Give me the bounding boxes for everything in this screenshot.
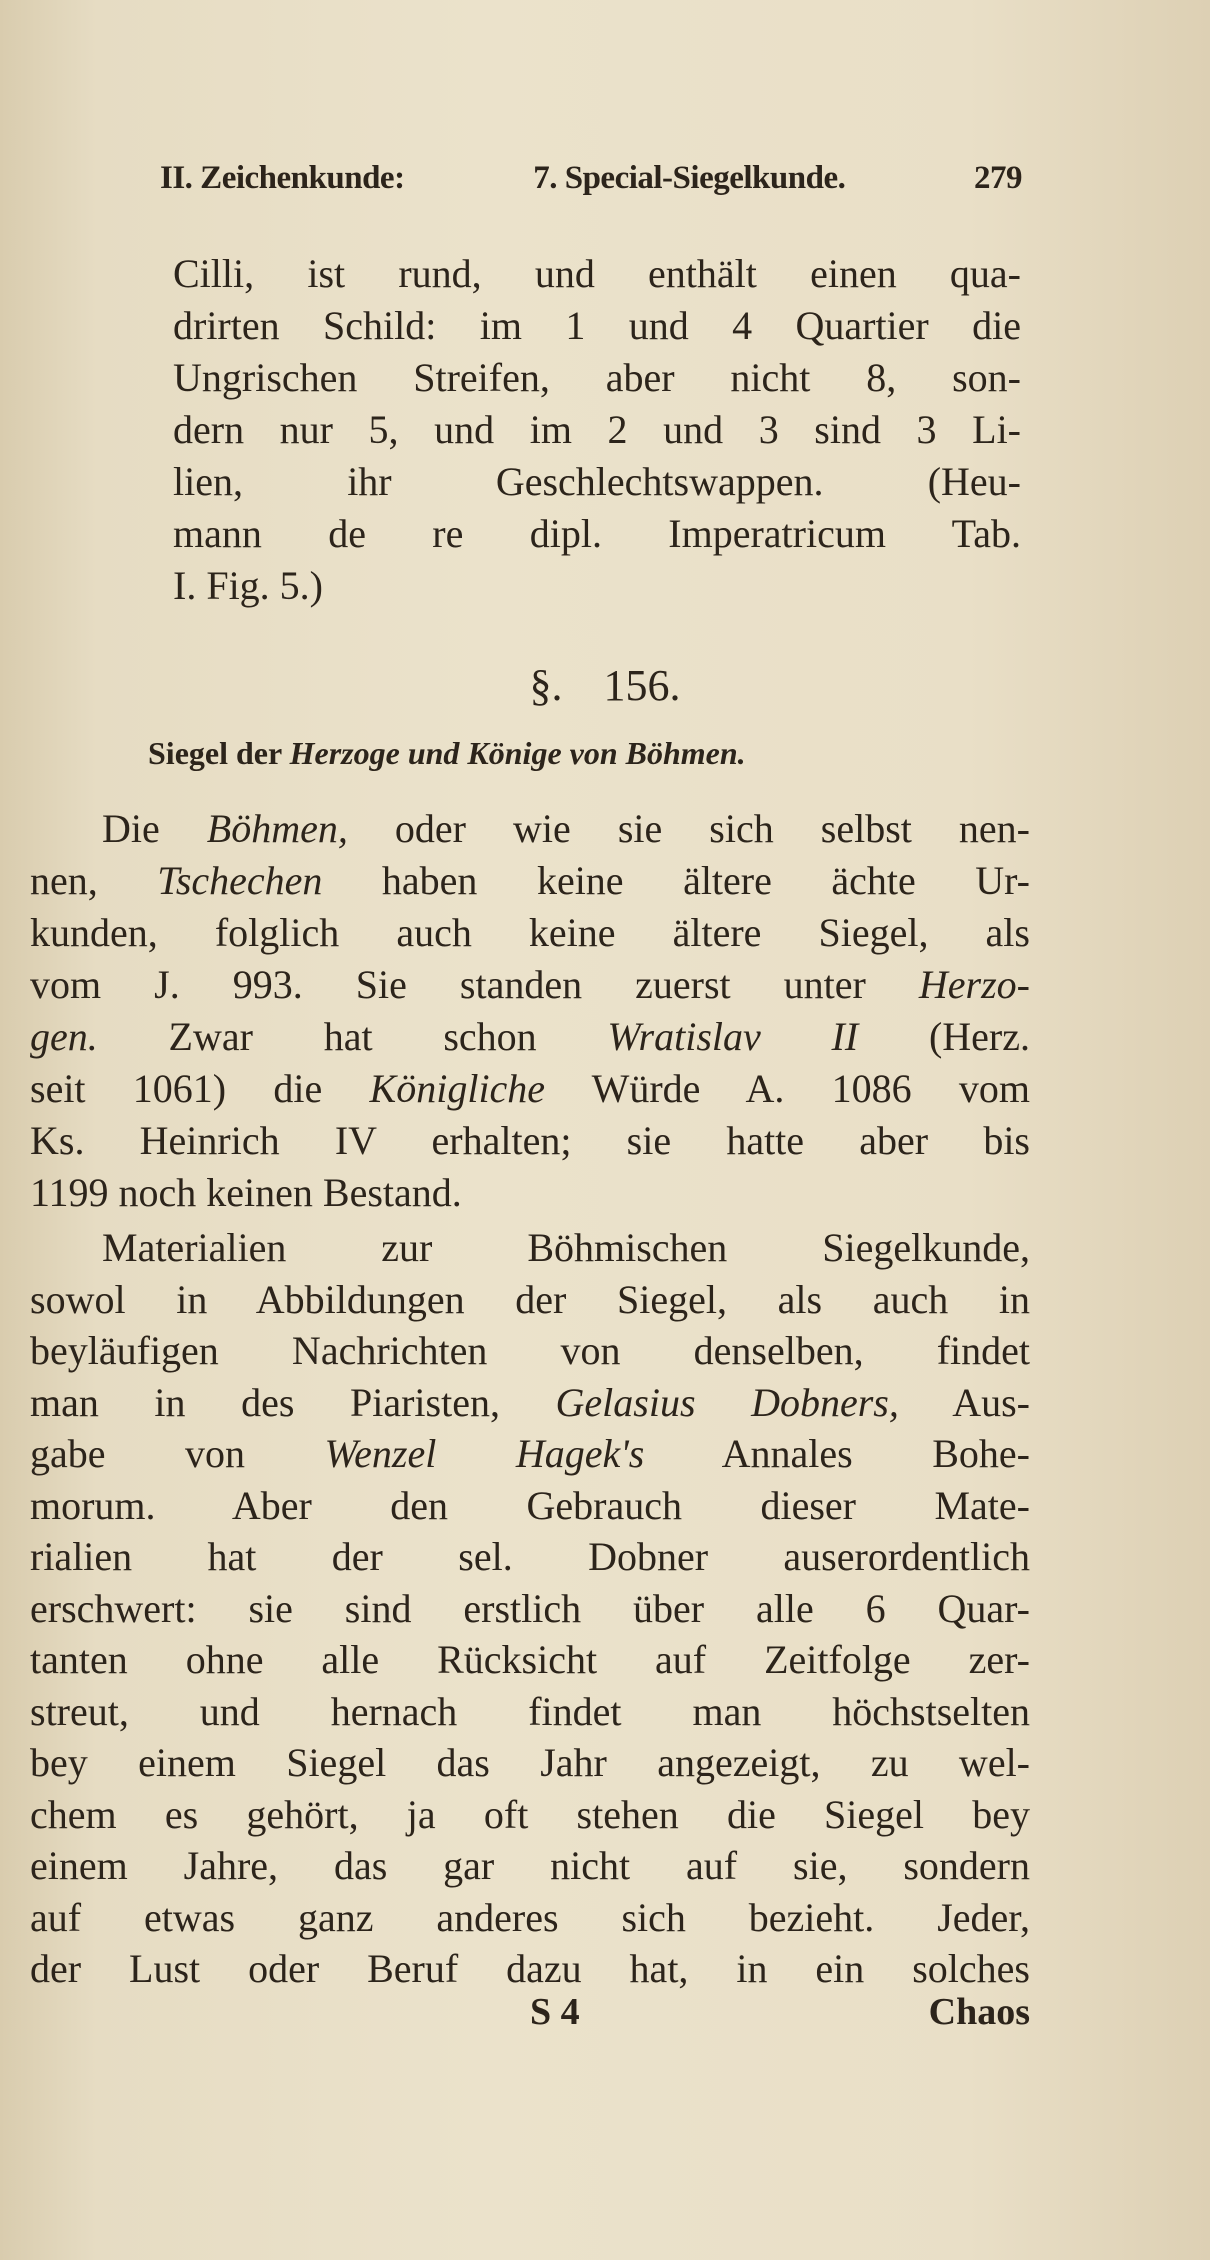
italic-text: gen.: [30, 1014, 98, 1059]
text-line: Die Böhmen, oder wie sie sich selbst nen-: [102, 806, 1030, 851]
text-line: seit 1061) die Königliche Würde A. 1086 vom: [30, 1066, 1031, 1111]
signature-mark: S 4: [530, 1991, 580, 2033]
italic-text: Tschechen: [157, 858, 323, 903]
text-line: gabe von Wenzel Hagek's Annales Bohe-: [30, 1431, 1030, 1476]
running-header: [160, 160, 1022, 197]
text-line: rialien hat der sel. Dobner auserordentlich: [30, 1534, 1030, 1579]
text-line: chem es gehört, ja oft stehen die Siegel bey: [30, 1791, 1030, 1837]
italic-text: Böhmen,: [206, 806, 348, 851]
text-line: sowol in Abbildungen der Siegel, als auch in: [30, 1276, 1030, 1322]
italic-text: Herzo-: [918, 962, 1030, 1007]
text-line: gen. Zwar hat schon Wratislav II (Herz.: [30, 1014, 1030, 1059]
text-line: tanten ohne alle Rücksicht auf Zeitfolge zer-: [30, 1637, 1030, 1682]
catchword: Chaos: [928, 1991, 1030, 2033]
italic-text: Gelasius Dobners,: [555, 1379, 899, 1425]
section-heading: [0, 660, 1210, 711]
text-line: einem Jahre, das gar nicht auf sie, sondern: [30, 1843, 1030, 1888]
text-line: mann de re dipl. Imperatricum Tab.: [173, 511, 1021, 556]
text-line: dern nur 5, und im 2 und 3 sind 3 Li-: [173, 407, 1021, 452]
text-line: Ungrischen Streifen, aber nicht 8, son-: [173, 355, 1021, 400]
text-line: auf etwas ganz anderes sich bezieht. Jeder,: [30, 1894, 1030, 1940]
header-section: 7. Special-Siegelkunde.: [533, 160, 846, 196]
italic-text: Königliche: [369, 1066, 546, 1111]
text-line: vom J. 993. Sie standen zuerst unter Herzo-: [30, 962, 1030, 1007]
subtitle-italic: Herzoge und Könige von Böhmen.: [289, 735, 746, 771]
text-line: I. Fig. 5.): [173, 563, 323, 608]
text-line: bey einem Siegel das Jahr angezeigt, zu wel-: [30, 1740, 1030, 1785]
page-number: 279: [974, 160, 1022, 196]
text-line: streut, und hernach findet man höchstselten: [30, 1688, 1030, 1734]
text-line: morum. Aber den Gebrauch dieser Mate-: [30, 1482, 1030, 1528]
text-line: erschwert: sie sind erstlich über alle 6 Quar-: [30, 1585, 1030, 1631]
text-line: man in des Piaristen, Gelasius Dobners, Aus-: [30, 1379, 1031, 1425]
text-line: beyläufigen Nachrichten von denselben, findet: [30, 1328, 1030, 1373]
text-line: Ks. Heinrich IV erhalten; sie hatte aber bis: [30, 1118, 1030, 1163]
section-number: 156.: [603, 661, 681, 710]
subtitle-plain: Siegel der: [148, 735, 290, 771]
text-line: Materialien zur Böhmischen Siegelkunde,: [102, 1225, 1030, 1270]
text-line: drirten Schild: im 1 und 4 Quartier die: [173, 303, 1021, 348]
text-line: 1199 noch keinen Bestand.: [30, 1170, 462, 1215]
italic-text: Wenzel Hagek's: [324, 1431, 645, 1476]
section-subtitle: [148, 735, 746, 772]
header-chapter: II. Zeichenkunde:: [160, 160, 405, 196]
italic-text: Wratislav II: [607, 1014, 859, 1059]
section-symbol: §.: [529, 661, 563, 710]
text-line: nen, Tschechen haben keine ältere ächte Ur-: [30, 858, 1030, 903]
text-line: der Lust oder Beruf dazu hat, in ein solches: [30, 1946, 1030, 1991]
text-line: kunden, folglich auch keine ältere Siegel, als: [30, 910, 1030, 955]
text-line: lien, ihr Geschlechtswappen. (Heu-: [173, 459, 1021, 504]
text-line: Cilli, ist rund, und enthält einen qua-: [173, 251, 1021, 296]
